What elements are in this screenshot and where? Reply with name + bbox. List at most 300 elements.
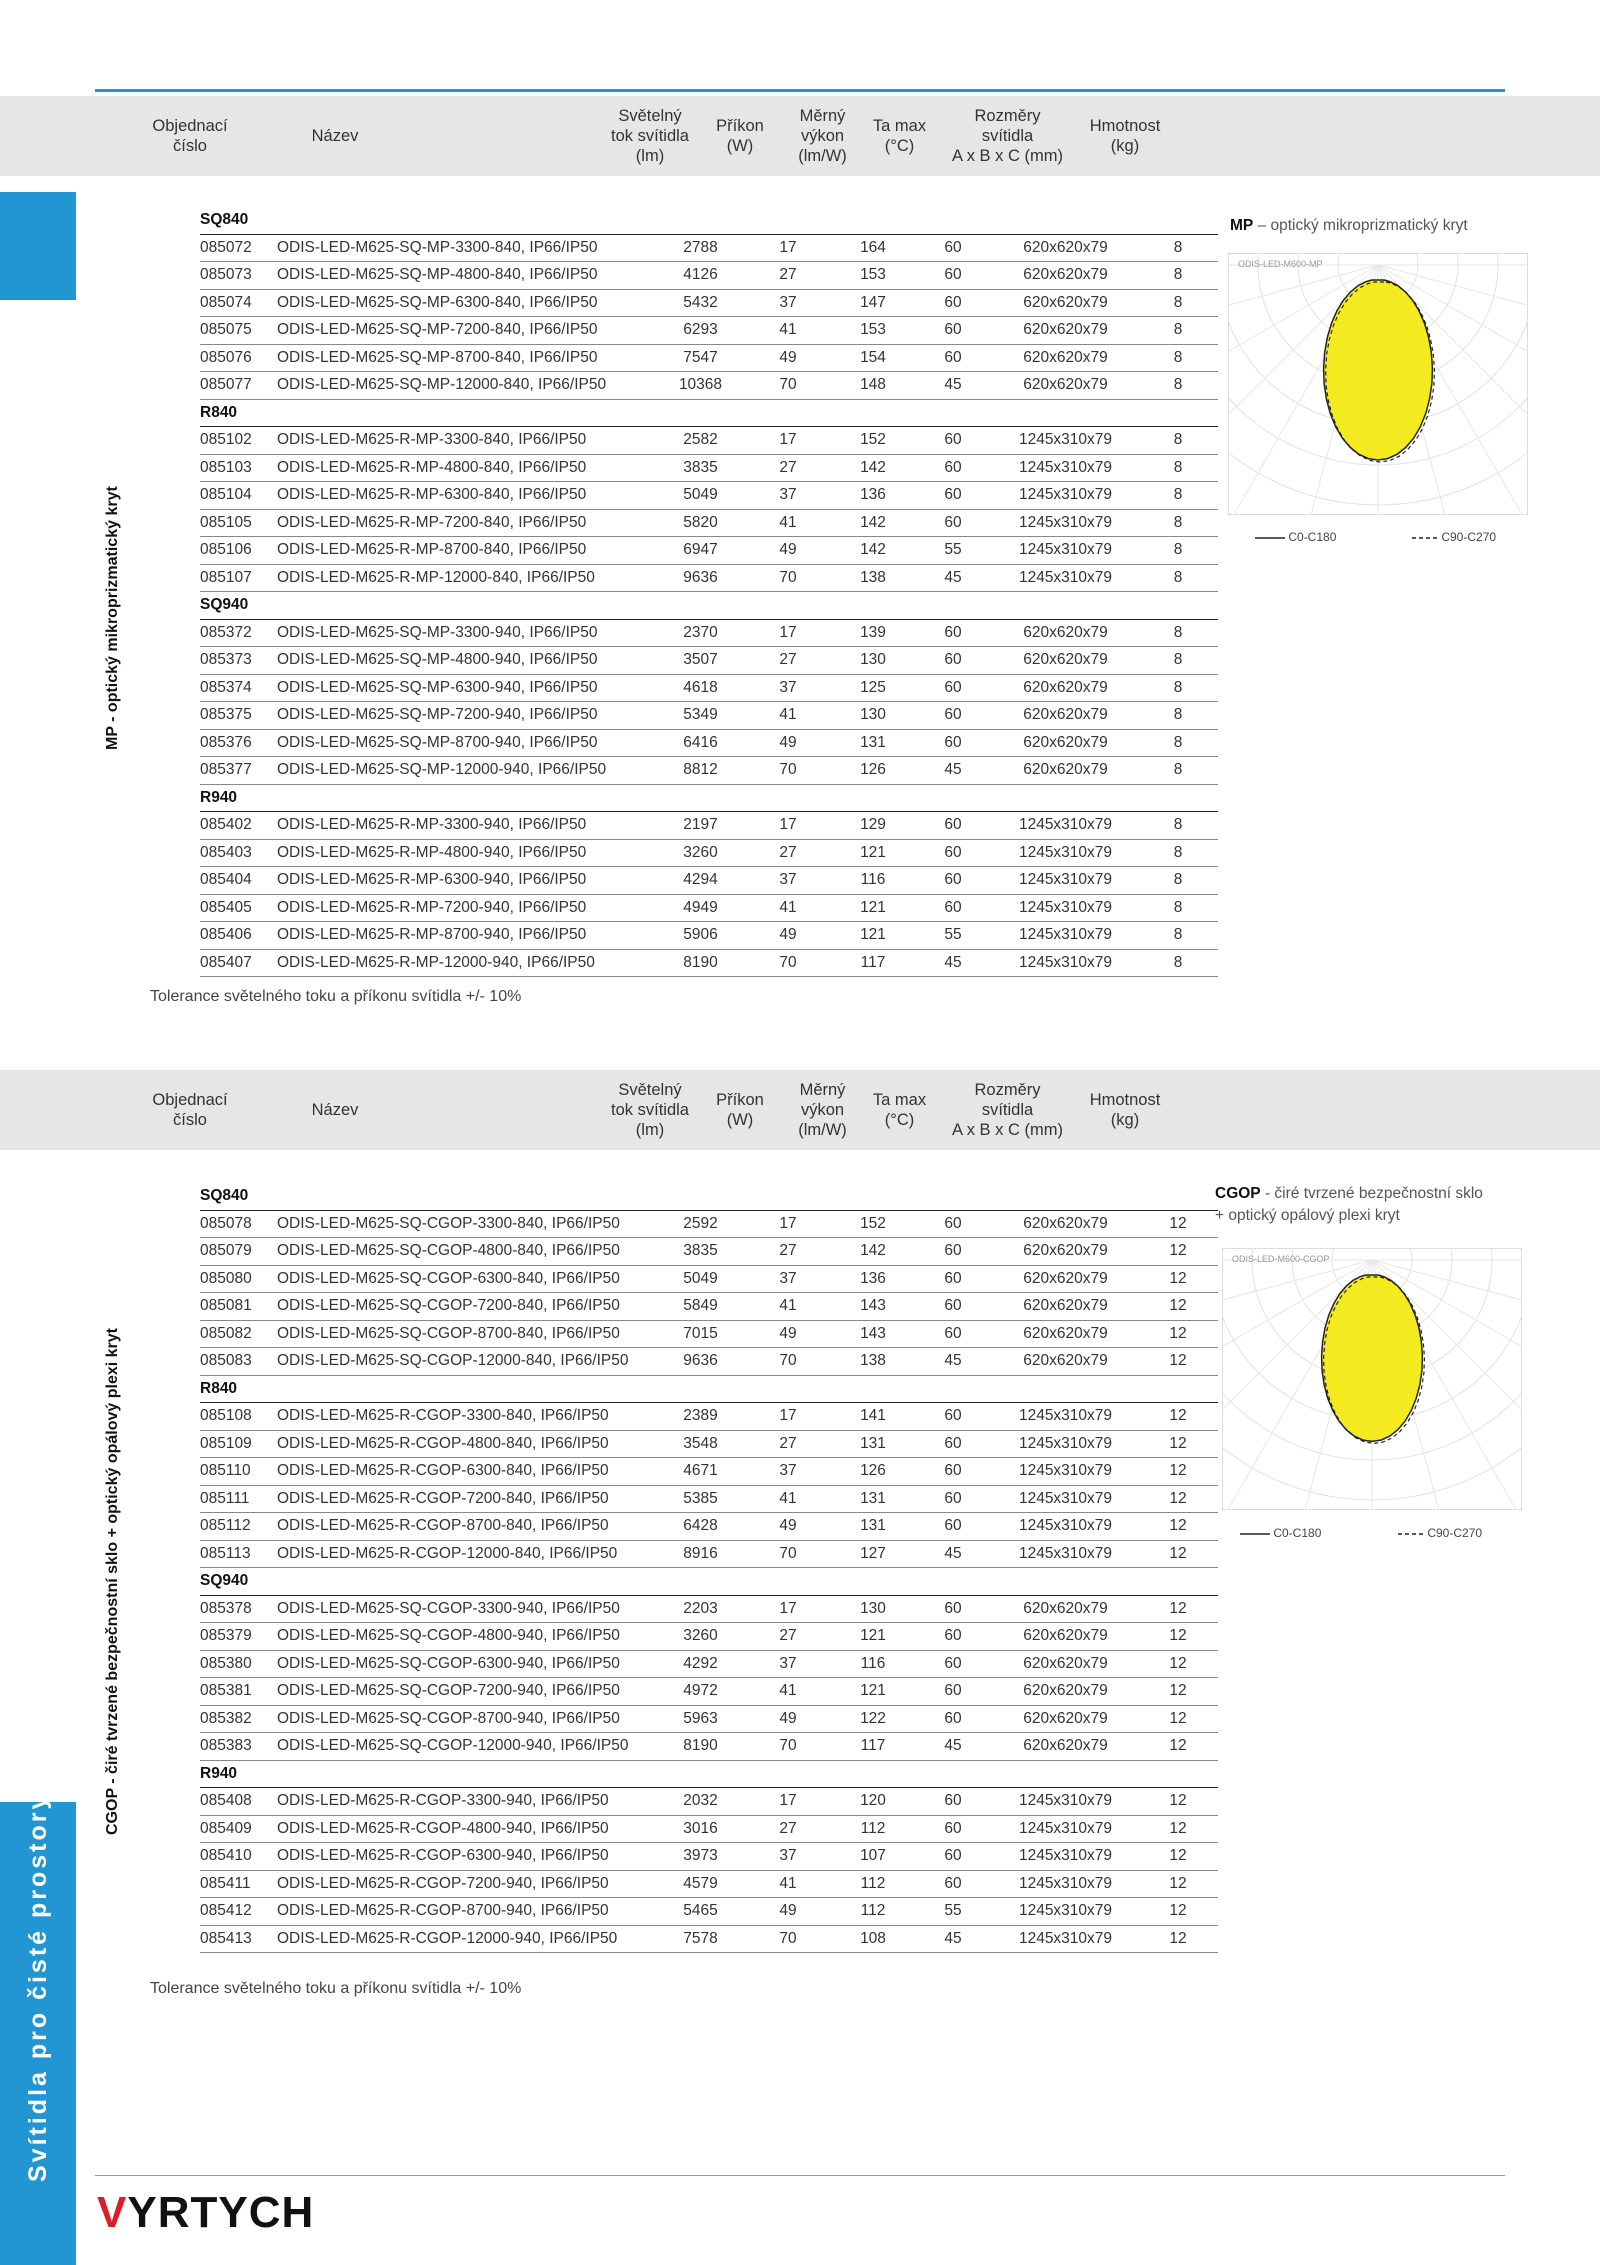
dimensions-cell: 1245x310x79 — [993, 1458, 1138, 1486]
order-number-cell: 085112 — [200, 1513, 273, 1541]
table-row — [200, 894, 1218, 922]
weight-cell: 8 — [1138, 427, 1218, 455]
luminous-flux-cell: 9636 — [658, 564, 743, 592]
luminous-flux-cell: 3260 — [658, 1623, 743, 1651]
product-name-cell: ODIS-LED-M625-R-MP-4800-840, IP66/IP50 — [273, 454, 658, 482]
category-side-label: Svítidla pro čisté prostory — [24, 1792, 52, 2182]
header-efficacy-1: Měrný výkon (lm/W) — [798, 107, 847, 165]
efficacy-cell: 131 — [833, 1485, 913, 1513]
dimensions-cell: 620x620x79 — [993, 344, 1138, 372]
ta-max-cell: 60 — [913, 317, 993, 345]
product-name-cell: ODIS-LED-M625-SQ-MP-8700-840, IP66/IP50 — [273, 344, 658, 372]
efficacy-cell: 117 — [833, 949, 913, 977]
luminous-flux-cell: 6428 — [658, 1513, 743, 1541]
luminous-flux-cell: 3507 — [658, 647, 743, 675]
header-power-1: Příkon (W) — [716, 117, 764, 155]
weight-cell: 8 — [1138, 537, 1218, 565]
efficacy-cell: 143 — [833, 1320, 913, 1348]
product-name-cell: ODIS-LED-M625-SQ-CGOP-3300-940, IP66/IP50 — [273, 1595, 658, 1623]
dimensions-cell: 1245x310x79 — [993, 1925, 1138, 1953]
luminous-flux-cell: 4292 — [658, 1650, 743, 1678]
efficacy-cell: 139 — [833, 619, 913, 647]
weight-cell: 12 — [1138, 1210, 1218, 1238]
luminous-flux-cell: 5049 — [658, 1265, 743, 1293]
power-cell: 41 — [743, 894, 833, 922]
ta-max-cell: 45 — [913, 1925, 993, 1953]
efficacy-cell: 141 — [833, 1403, 913, 1431]
ta-max-cell: 60 — [913, 1265, 993, 1293]
product-name-cell: ODIS-LED-M625-R-MP-3300-840, IP66/IP50 — [273, 427, 658, 455]
luminous-flux-cell: 5432 — [658, 289, 743, 317]
ta-max-cell: 60 — [913, 839, 993, 867]
efficacy-cell: 108 — [833, 1925, 913, 1953]
efficacy-cell: 130 — [833, 647, 913, 675]
luminous-flux-cell: 8190 — [658, 1733, 743, 1761]
ta-max-cell: 45 — [913, 757, 993, 785]
dimensions-cell: 1245x310x79 — [993, 1403, 1138, 1431]
dimensions-cell: 1245x310x79 — [993, 1788, 1138, 1816]
power-cell: 49 — [743, 344, 833, 372]
group-name: SQ940 — [200, 1568, 1218, 1596]
luminous-flux-cell: 10368 — [658, 372, 743, 400]
power-cell: 37 — [743, 1650, 833, 1678]
optic-title-desc-2: - čiré tvrzené bezpečnostní sklo + optický opálový plexi kryt — [1215, 1185, 1483, 1224]
order-number-cell: 085107 — [200, 564, 273, 592]
luminous-flux-cell: 7015 — [658, 1320, 743, 1348]
ta-max-cell: 60 — [913, 1815, 993, 1843]
efficacy-cell: 120 — [833, 1788, 913, 1816]
weight-cell: 8 — [1138, 454, 1218, 482]
power-cell: 41 — [743, 1678, 833, 1706]
group-name: R840 — [200, 1375, 1218, 1403]
weight-cell: 12 — [1138, 1430, 1218, 1458]
product-name-cell: ODIS-LED-M625-R-MP-8700-840, IP66/IP50 — [273, 537, 658, 565]
ta-max-cell: 60 — [913, 262, 993, 290]
power-cell: 27 — [743, 1623, 833, 1651]
product-name-cell: ODIS-LED-M625-SQ-CGOP-8700-840, IP66/IP50 — [273, 1320, 658, 1348]
power-cell: 70 — [743, 1925, 833, 1953]
product-name-cell: ODIS-LED-M625-SQ-CGOP-4800-840, IP66/IP50 — [273, 1238, 658, 1266]
header-efficacy-2: Měrný výkon (lm/W) — [798, 1081, 847, 1139]
luminous-flux-cell: 4618 — [658, 674, 743, 702]
optic-title-2 — [1215, 1183, 1485, 1227]
header-name-2: Název — [311, 1101, 359, 1119]
efficacy-cell: 131 — [833, 1513, 913, 1541]
dimensions-cell: 1245x310x79 — [993, 1843, 1138, 1871]
luminous-flux-cell: 4126 — [658, 262, 743, 290]
dimensions-cell: 620x620x79 — [993, 1623, 1138, 1651]
power-cell: 49 — [743, 1898, 833, 1926]
weight-cell: 12 — [1138, 1293, 1218, 1321]
ta-max-cell: 60 — [913, 1595, 993, 1623]
efficacy-cell: 127 — [833, 1540, 913, 1568]
ta-max-cell: 60 — [913, 1678, 993, 1706]
product-name-cell: ODIS-LED-M625-R-CGOP-6300-940, IP66/IP50 — [273, 1843, 658, 1871]
luminous-flux-cell: 3260 — [658, 839, 743, 867]
power-cell: 37 — [743, 1265, 833, 1293]
power-cell: 41 — [743, 509, 833, 537]
luminous-flux-cell: 9636 — [658, 1348, 743, 1376]
header-name-1: Název — [311, 127, 359, 145]
power-cell: 49 — [743, 537, 833, 565]
power-cell: 70 — [743, 949, 833, 977]
weight-cell: 8 — [1138, 922, 1218, 950]
legend-solid-2 — [1240, 1526, 1321, 1540]
weight-cell: 8 — [1138, 867, 1218, 895]
ta-max-cell: 60 — [913, 812, 993, 840]
group-row — [200, 1760, 1218, 1788]
table-row — [200, 1210, 1218, 1238]
section-vertical-label-1: MP - optický mikroprizmatický kryt — [104, 486, 121, 750]
product-name-cell: ODIS-LED-M625-R-MP-8700-940, IP66/IP50 — [273, 922, 658, 950]
order-number-cell: 085081 — [200, 1293, 273, 1321]
order-number-cell: 085077 — [200, 372, 273, 400]
product-name-cell: ODIS-LED-M625-R-CGOP-7200-940, IP66/IP50 — [273, 1870, 658, 1898]
efficacy-cell: 126 — [833, 1458, 913, 1486]
luminous-flux-cell: 4294 — [658, 867, 743, 895]
product-name-cell: ODIS-LED-M625-SQ-CGOP-12000-840, IP66/IP50 — [273, 1348, 658, 1376]
dimensions-cell: 1245x310x79 — [993, 1485, 1138, 1513]
luminous-flux-cell: 3835 — [658, 1238, 743, 1266]
ta-max-cell: 55 — [913, 922, 993, 950]
product-name-cell: ODIS-LED-M625-R-CGOP-4800-940, IP66/IP50 — [273, 1815, 658, 1843]
ta-max-cell: 45 — [913, 564, 993, 592]
luminous-flux-cell: 4949 — [658, 894, 743, 922]
weight-cell: 12 — [1138, 1733, 1218, 1761]
group-name: R940 — [200, 784, 1218, 812]
efficacy-cell: 130 — [833, 1595, 913, 1623]
brand-logo-text: YRTYCH — [127, 2188, 315, 2237]
polar-diagram-2 — [1222, 1248, 1522, 1510]
table-row — [200, 344, 1218, 372]
ta-max-cell: 60 — [913, 1623, 993, 1651]
order-number-cell: 085382 — [200, 1705, 273, 1733]
table-row — [200, 1595, 1218, 1623]
dimensions-cell: 1245x310x79 — [993, 922, 1138, 950]
product-name-cell: ODIS-LED-M625-R-MP-12000-840, IP66/IP50 — [273, 564, 658, 592]
group-row — [200, 399, 1218, 427]
luminous-flux-cell: 2197 — [658, 812, 743, 840]
power-cell: 41 — [743, 1870, 833, 1898]
weight-cell: 12 — [1138, 1925, 1218, 1953]
order-number-cell: 085109 — [200, 1430, 273, 1458]
product-name-cell: ODIS-LED-M625-R-CGOP-7200-840, IP66/IP50 — [273, 1485, 658, 1513]
dimensions-cell: 620x620x79 — [993, 647, 1138, 675]
table-row — [200, 1788, 1218, 1816]
efficacy-cell: 142 — [833, 537, 913, 565]
table-row — [200, 1348, 1218, 1376]
ta-max-cell: 60 — [913, 1320, 993, 1348]
dimensions-cell: 620x620x79 — [993, 262, 1138, 290]
order-number-cell: 085409 — [200, 1815, 273, 1843]
dimensions-cell: 1245x310x79 — [993, 482, 1138, 510]
product-name-cell: ODIS-LED-M625-SQ-MP-7200-840, IP66/IP50 — [273, 317, 658, 345]
weight-cell: 8 — [1138, 564, 1218, 592]
order-number-cell: 085073 — [200, 262, 273, 290]
luminous-flux-cell: 5385 — [658, 1485, 743, 1513]
product-name-cell: ODIS-LED-M625-SQ-MP-4800-940, IP66/IP50 — [273, 647, 658, 675]
order-number-cell: 085378 — [200, 1595, 273, 1623]
power-cell: 49 — [743, 1705, 833, 1733]
power-cell: 27 — [743, 1815, 833, 1843]
table-row — [200, 812, 1218, 840]
order-number-cell: 085379 — [200, 1623, 273, 1651]
ta-max-cell: 55 — [913, 1898, 993, 1926]
power-cell: 37 — [743, 867, 833, 895]
header-power-2: Příkon (W) — [716, 1091, 764, 1129]
dimensions-cell: 620x620x79 — [993, 674, 1138, 702]
order-number-cell: 085411 — [200, 1870, 273, 1898]
order-number-cell: 085380 — [200, 1650, 273, 1678]
header-order-1: Objednací číslo — [152, 117, 228, 155]
group-row — [200, 784, 1218, 812]
weight-cell: 8 — [1138, 619, 1218, 647]
table-row — [200, 1485, 1218, 1513]
table-row — [200, 1650, 1218, 1678]
dimensions-cell: 1245x310x79 — [993, 867, 1138, 895]
power-cell: 49 — [743, 922, 833, 950]
ta-max-cell: 60 — [913, 1788, 993, 1816]
power-cell: 49 — [743, 729, 833, 757]
legend-solid-label-2: C0-C180 — [1273, 1526, 1322, 1540]
dimensions-cell: 620x620x79 — [993, 729, 1138, 757]
order-number-cell: 085413 — [200, 1925, 273, 1953]
ta-max-cell: 60 — [913, 1705, 993, 1733]
product-name-cell: ODIS-LED-M625-R-MP-12000-940, IP66/IP50 — [273, 949, 658, 977]
efficacy-cell: 125 — [833, 674, 913, 702]
order-number-cell: 085103 — [200, 454, 273, 482]
power-cell: 41 — [743, 1293, 833, 1321]
weight-cell: 8 — [1138, 317, 1218, 345]
legend-dashed-1 — [1412, 530, 1496, 544]
order-number-cell: 085376 — [200, 729, 273, 757]
power-cell: 41 — [743, 1485, 833, 1513]
order-number-cell: 085082 — [200, 1320, 273, 1348]
order-number-cell: 085110 — [200, 1458, 273, 1486]
luminous-flux-cell: 5963 — [658, 1705, 743, 1733]
dimensions-cell: 620x620x79 — [993, 1265, 1138, 1293]
product-name-cell: ODIS-LED-M625-SQ-MP-6300-840, IP66/IP50 — [273, 289, 658, 317]
group-row — [200, 592, 1218, 620]
weight-cell: 8 — [1138, 262, 1218, 290]
weight-cell: 12 — [1138, 1238, 1218, 1266]
ta-max-cell: 45 — [913, 1540, 993, 1568]
product-name-cell: ODIS-LED-M625-R-CGOP-6300-840, IP66/IP50 — [273, 1458, 658, 1486]
dimensions-cell: 1245x310x79 — [993, 1430, 1138, 1458]
dimensions-cell: 620x620x79 — [993, 372, 1138, 400]
power-cell: 27 — [743, 454, 833, 482]
group-row — [200, 1568, 1218, 1596]
dimensions-cell: 1245x310x79 — [993, 1540, 1138, 1568]
product-name-cell: ODIS-LED-M625-SQ-MP-12000-840, IP66/IP50 — [273, 372, 658, 400]
ta-max-cell: 60 — [913, 647, 993, 675]
product-name-cell: ODIS-LED-M625-R-CGOP-3300-940, IP66/IP50 — [273, 1788, 658, 1816]
order-number-cell: 085410 — [200, 1843, 273, 1871]
product-name-cell: ODIS-LED-M625-R-MP-7200-940, IP66/IP50 — [273, 894, 658, 922]
table-row — [200, 1925, 1218, 1953]
weight-cell: 8 — [1138, 702, 1218, 730]
ta-max-cell: 60 — [913, 1293, 993, 1321]
power-cell: 49 — [743, 1320, 833, 1348]
power-cell: 17 — [743, 1210, 833, 1238]
dimensions-cell: 620x620x79 — [993, 1320, 1138, 1348]
efficacy-cell: 126 — [833, 757, 913, 785]
product-name-cell: ODIS-LED-M625-R-CGOP-12000-840, IP66/IP50 — [273, 1540, 658, 1568]
weight-cell: 8 — [1138, 839, 1218, 867]
efficacy-cell: 153 — [833, 317, 913, 345]
dimensions-cell: 620x620x79 — [993, 702, 1138, 730]
ta-max-cell: 55 — [913, 537, 993, 565]
table-row — [200, 922, 1218, 950]
table-row — [200, 1870, 1218, 1898]
power-cell: 70 — [743, 1348, 833, 1376]
dashed-line-icon — [1398, 1531, 1424, 1537]
group-name: R940 — [200, 1760, 1218, 1788]
table-row — [200, 262, 1218, 290]
power-cell: 37 — [743, 1843, 833, 1871]
order-number-cell: 085405 — [200, 894, 273, 922]
product-name-cell: ODIS-LED-M625-R-MP-6300-840, IP66/IP50 — [273, 482, 658, 510]
table-row — [200, 289, 1218, 317]
section-tab-marker — [0, 192, 76, 300]
efficacy-cell: 142 — [833, 454, 913, 482]
efficacy-cell: 131 — [833, 729, 913, 757]
efficacy-cell: 117 — [833, 1733, 913, 1761]
ta-max-cell: 60 — [913, 234, 993, 262]
table-row — [200, 482, 1218, 510]
product-name-cell: ODIS-LED-M625-R-CGOP-8700-940, IP66/IP50 — [273, 1898, 658, 1926]
ta-max-cell: 60 — [913, 894, 993, 922]
weight-cell: 8 — [1138, 647, 1218, 675]
efficacy-cell: 154 — [833, 344, 913, 372]
order-number-cell: 085383 — [200, 1733, 273, 1761]
solid-line-icon — [1255, 535, 1285, 541]
efficacy-cell: 136 — [833, 482, 913, 510]
order-number-cell: 085106 — [200, 537, 273, 565]
order-number-cell: 085105 — [200, 509, 273, 537]
power-cell: 27 — [743, 1430, 833, 1458]
efficacy-cell: 130 — [833, 702, 913, 730]
weight-cell: 12 — [1138, 1458, 1218, 1486]
ta-max-cell: 60 — [913, 509, 993, 537]
table-row — [200, 1733, 1218, 1761]
dimensions-cell: 620x620x79 — [993, 234, 1138, 262]
order-number-cell: 085072 — [200, 234, 273, 262]
table-row — [200, 1430, 1218, 1458]
product-name-cell: ODIS-LED-M625-SQ-CGOP-8700-940, IP66/IP50 — [273, 1705, 658, 1733]
table-row — [200, 949, 1218, 977]
weight-cell: 8 — [1138, 344, 1218, 372]
table-row — [200, 537, 1218, 565]
power-cell: 41 — [743, 702, 833, 730]
dimensions-cell: 620x620x79 — [993, 1293, 1138, 1321]
weight-cell: 8 — [1138, 894, 1218, 922]
table-row — [200, 1403, 1218, 1431]
ta-max-cell: 45 — [913, 1733, 993, 1761]
table-row — [200, 234, 1218, 262]
luminous-flux-cell: 8190 — [658, 949, 743, 977]
product-name-cell: ODIS-LED-M625-R-MP-6300-940, IP66/IP50 — [273, 867, 658, 895]
luminous-flux-cell: 5049 — [658, 482, 743, 510]
order-number-cell: 085076 — [200, 344, 273, 372]
power-cell: 37 — [743, 1458, 833, 1486]
product-name-cell: ODIS-LED-M625-SQ-MP-7200-940, IP66/IP50 — [273, 702, 658, 730]
order-number-cell: 085402 — [200, 812, 273, 840]
dimensions-cell: 1245x310x79 — [993, 949, 1138, 977]
group-row — [200, 207, 1218, 234]
luminous-flux-cell: 8812 — [658, 757, 743, 785]
dimensions-cell: 1245x310x79 — [993, 509, 1138, 537]
efficacy-cell: 143 — [833, 1293, 913, 1321]
efficacy-cell: 122 — [833, 1705, 913, 1733]
efficacy-cell: 138 — [833, 1348, 913, 1376]
power-cell: 17 — [743, 1788, 833, 1816]
dimensions-cell: 1245x310x79 — [993, 564, 1138, 592]
dimensions-cell: 620x620x79 — [993, 1650, 1138, 1678]
ta-max-cell: 60 — [913, 427, 993, 455]
luminous-flux-cell: 4972 — [658, 1678, 743, 1706]
order-number-cell: 085079 — [200, 1238, 273, 1266]
efficacy-cell: 121 — [833, 894, 913, 922]
table-row — [200, 1678, 1218, 1706]
weight-cell: 8 — [1138, 949, 1218, 977]
table-row — [200, 427, 1218, 455]
table-row — [200, 509, 1218, 537]
efficacy-cell: 112 — [833, 1870, 913, 1898]
ta-max-cell: 60 — [913, 1870, 993, 1898]
product-name-cell: ODIS-LED-M625-R-MP-7200-840, IP66/IP50 — [273, 509, 658, 537]
dimensions-cell: 620x620x79 — [993, 1210, 1138, 1238]
ta-max-cell: 60 — [913, 1210, 993, 1238]
order-number-cell: 085412 — [200, 1898, 273, 1926]
weight-cell: 8 — [1138, 372, 1218, 400]
order-number-cell: 085080 — [200, 1265, 273, 1293]
table-row — [200, 674, 1218, 702]
order-number-cell: 085074 — [200, 289, 273, 317]
product-name-cell: ODIS-LED-M625-SQ-CGOP-12000-940, IP66/IP50 — [273, 1733, 658, 1761]
optic-title-1 — [1230, 215, 1530, 237]
power-cell: 37 — [743, 674, 833, 702]
luminous-flux-cell: 5465 — [658, 1898, 743, 1926]
luminous-flux-cell: 2370 — [658, 619, 743, 647]
table-row — [200, 867, 1218, 895]
table-row — [200, 1705, 1218, 1733]
power-cell: 41 — [743, 317, 833, 345]
table-row — [200, 317, 1218, 345]
section-vertical-label-2: CGOP - čiré tvrzené bezpečnostní sklo + optický opálový plexi kryt — [104, 1328, 121, 1835]
luminous-flux-cell: 2582 — [658, 427, 743, 455]
product-name-cell: ODIS-LED-M625-SQ-CGOP-7200-940, IP66/IP50 — [273, 1678, 658, 1706]
weight-cell: 8 — [1138, 812, 1218, 840]
legend-dashed-label-2: C90-C270 — [1427, 1526, 1483, 1540]
ta-max-cell: 60 — [913, 867, 993, 895]
power-cell: 49 — [743, 1513, 833, 1541]
luminous-flux-cell: 2592 — [658, 1210, 743, 1238]
weight-cell: 8 — [1138, 234, 1218, 262]
ta-max-cell: 60 — [913, 289, 993, 317]
table-row — [200, 757, 1218, 785]
dimensions-cell: 620x620x79 — [993, 289, 1138, 317]
dimensions-cell: 1245x310x79 — [993, 1870, 1138, 1898]
table-row — [200, 1293, 1218, 1321]
dimensions-cell: 1245x310x79 — [993, 1898, 1138, 1926]
efficacy-cell: 153 — [833, 262, 913, 290]
ta-max-cell: 45 — [913, 1348, 993, 1376]
luminous-flux-cell: 5349 — [658, 702, 743, 730]
efficacy-cell: 142 — [833, 509, 913, 537]
ta-max-cell: 60 — [913, 344, 993, 372]
polar-label: ODIS-LED-M600-CGOP — [1232, 1254, 1330, 1264]
